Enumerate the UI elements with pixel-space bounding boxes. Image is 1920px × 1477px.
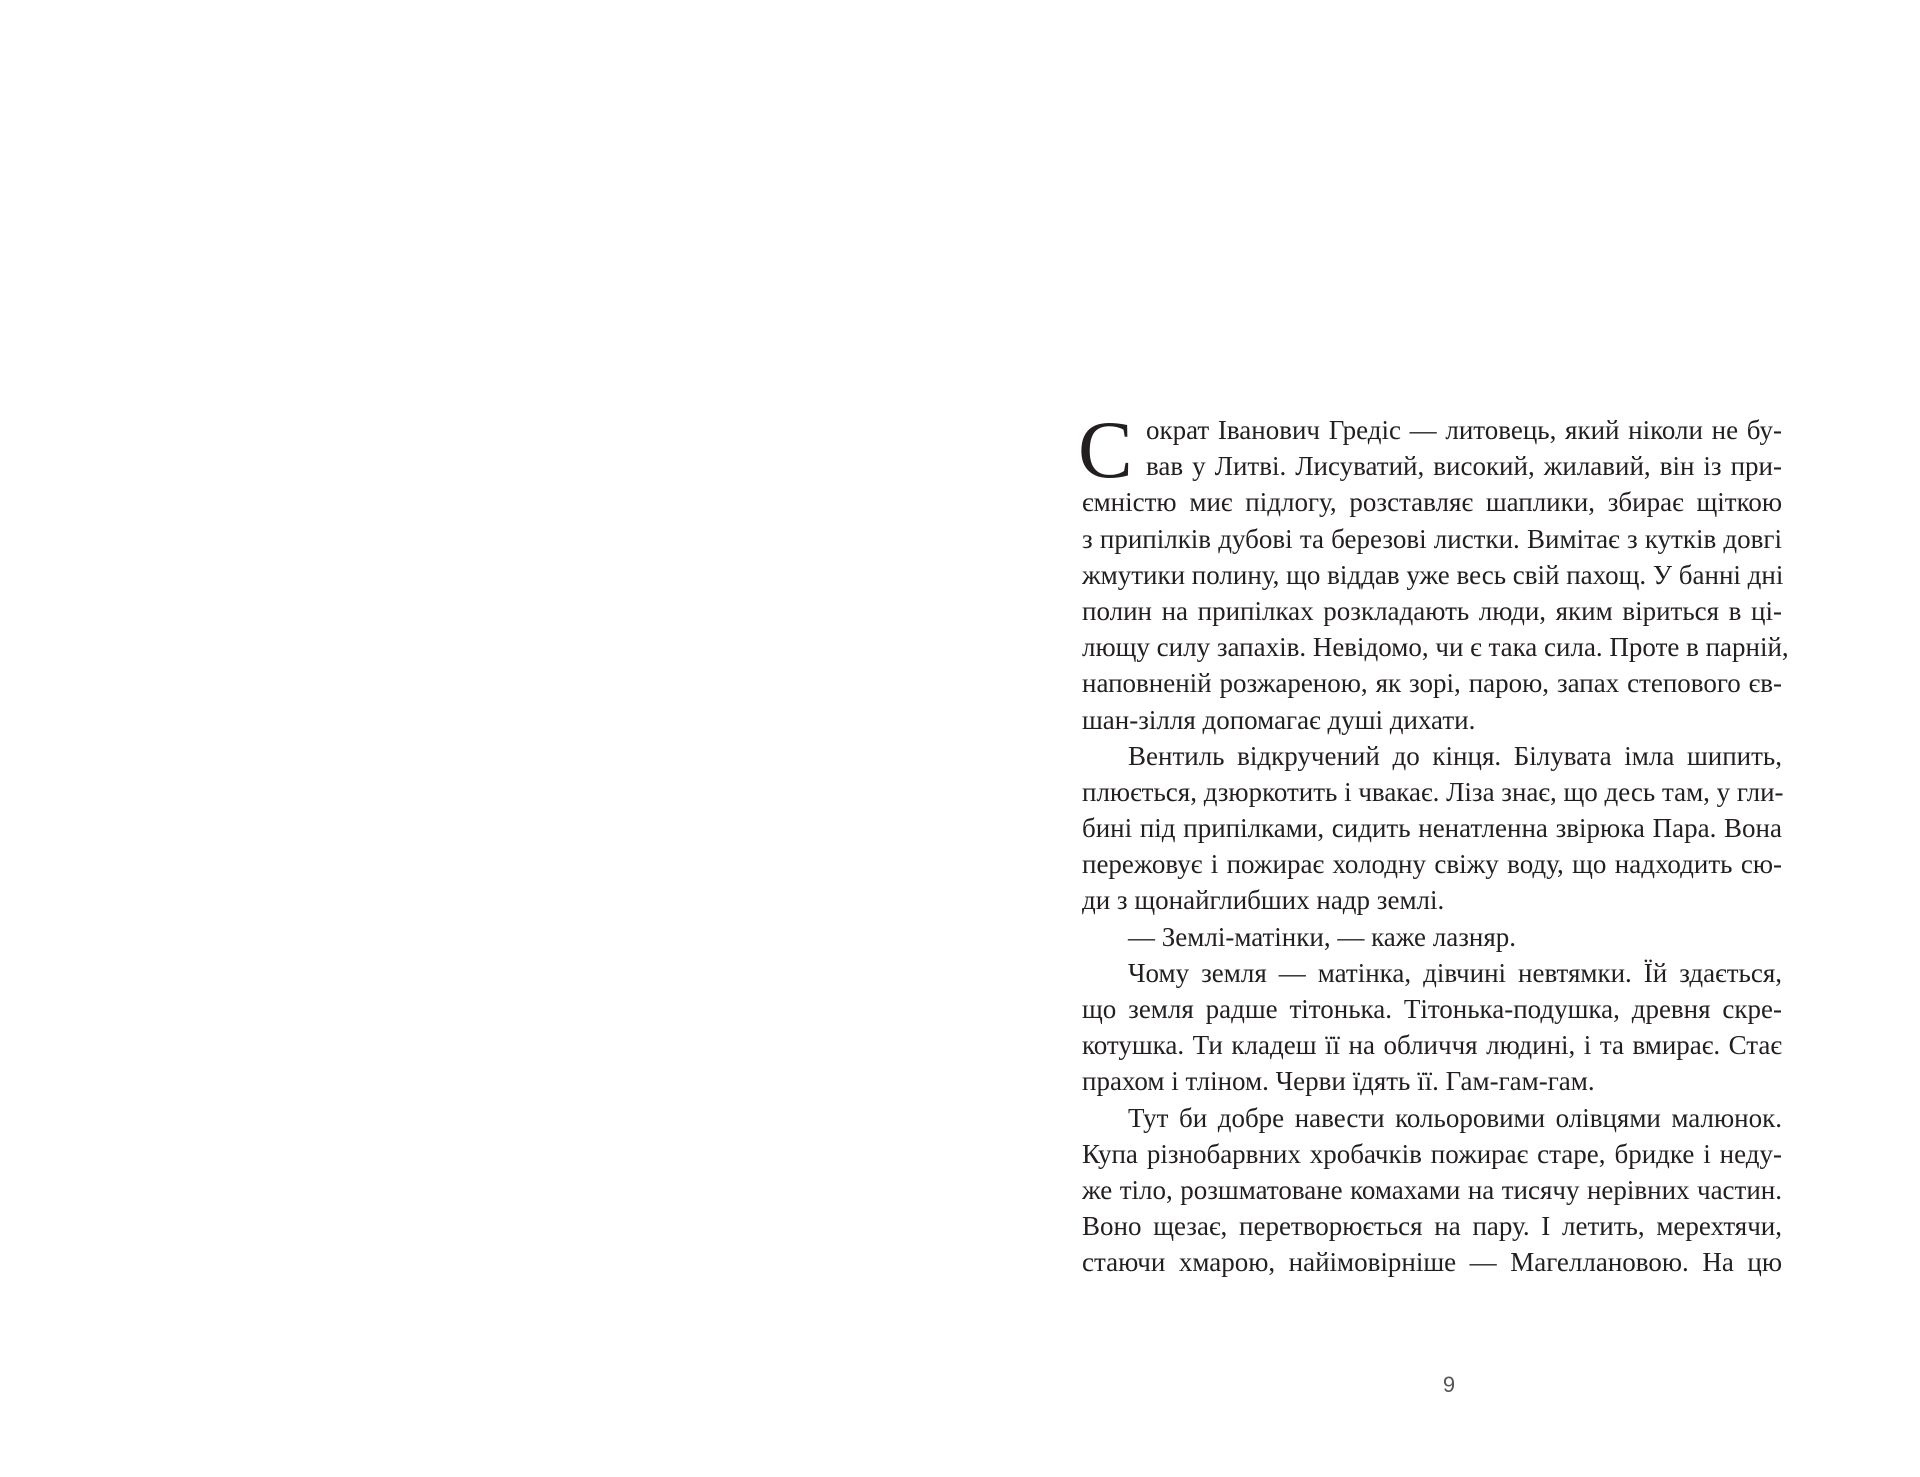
text-line: що земля радше тітонька. Тітонька-подушка, древня скре- (1082, 994, 1782, 1024)
page-number: 9 (1442, 1372, 1456, 1397)
text-line: прахом і тліном. Черви їдять її. Гам-гам-гам. (1082, 1066, 1595, 1097)
text-line: жмутики полину, що віддав уже весь свій пахощ. У банні дні (1082, 559, 1784, 590)
text-line: ократ Іванович Гредіс — литовець, який ніколи не бу- (1146, 415, 1782, 445)
text-line: пережовує і пожирає холодну свіжу воду, що надходить сю- (1082, 849, 1782, 880)
text-line: Купа різнобарвних хробачків пожирає старе, бридке і неду- (1082, 1138, 1782, 1169)
text-line: полин на припілках розкладають люди, яким віриться в ці- (1082, 595, 1782, 626)
text-line: Вентиль відкручений до кінця. Білувата імла шипить, (1128, 740, 1782, 771)
text-line: — Землі-матінки, — каже лазняр. (1128, 921, 1517, 952)
text-line: з припілків дубові та березові листки. Вимітає з кутків довгі (1082, 523, 1782, 554)
text-line: Чому земля — матінка, дівчині невтямки. Їй здається, (1128, 957, 1782, 988)
text-line: ди з щонайглибших надр землі. (1082, 885, 1445, 916)
text-line: шан-зілля допомагає душі дихати. (1082, 704, 1476, 735)
body-text (1078, 404, 1789, 1281)
text-line: Тут би добре навести кольоровими олівцями малюнок. (1128, 1102, 1782, 1133)
text-line: бині під припілками, сидить ненатленна звірюка Пара. Вона (1082, 813, 1782, 844)
text-line: же тіло, розшматоване комахами на тисячу нерівних частин. (1082, 1174, 1782, 1205)
text-line: вав у Литві. Лисуватий, високий, жилавий, він із при- (1146, 451, 1782, 482)
text-line: стаючи хмарою, найімовірніше — Магеллановою. На цю (1082, 1247, 1782, 1278)
text-line: котушка. Ти кладеш її на обличчя людині, і та вмирає. Стає (1082, 1030, 1782, 1061)
text-line: Воно щезає, перетворюється на пару. І летить, мерехтячи, (1082, 1211, 1782, 1242)
text-line: плюється, дзюркотить і чвакає. Ліза знає, що десь там, у гли- (1082, 776, 1784, 807)
right-page (960, 0, 1920, 1477)
text-line: лющу силу запахів. Невідомо, чи є така сила. Проте в парній, (1082, 632, 1789, 663)
drop-cap: С (1078, 404, 1133, 495)
text-line: наповненій розжареною, як зорі, парою, запах степового єв- (1082, 668, 1782, 699)
text-line: ємністю миє підлогу, розставляє шаплики, збирає щіткою (1082, 487, 1782, 518)
